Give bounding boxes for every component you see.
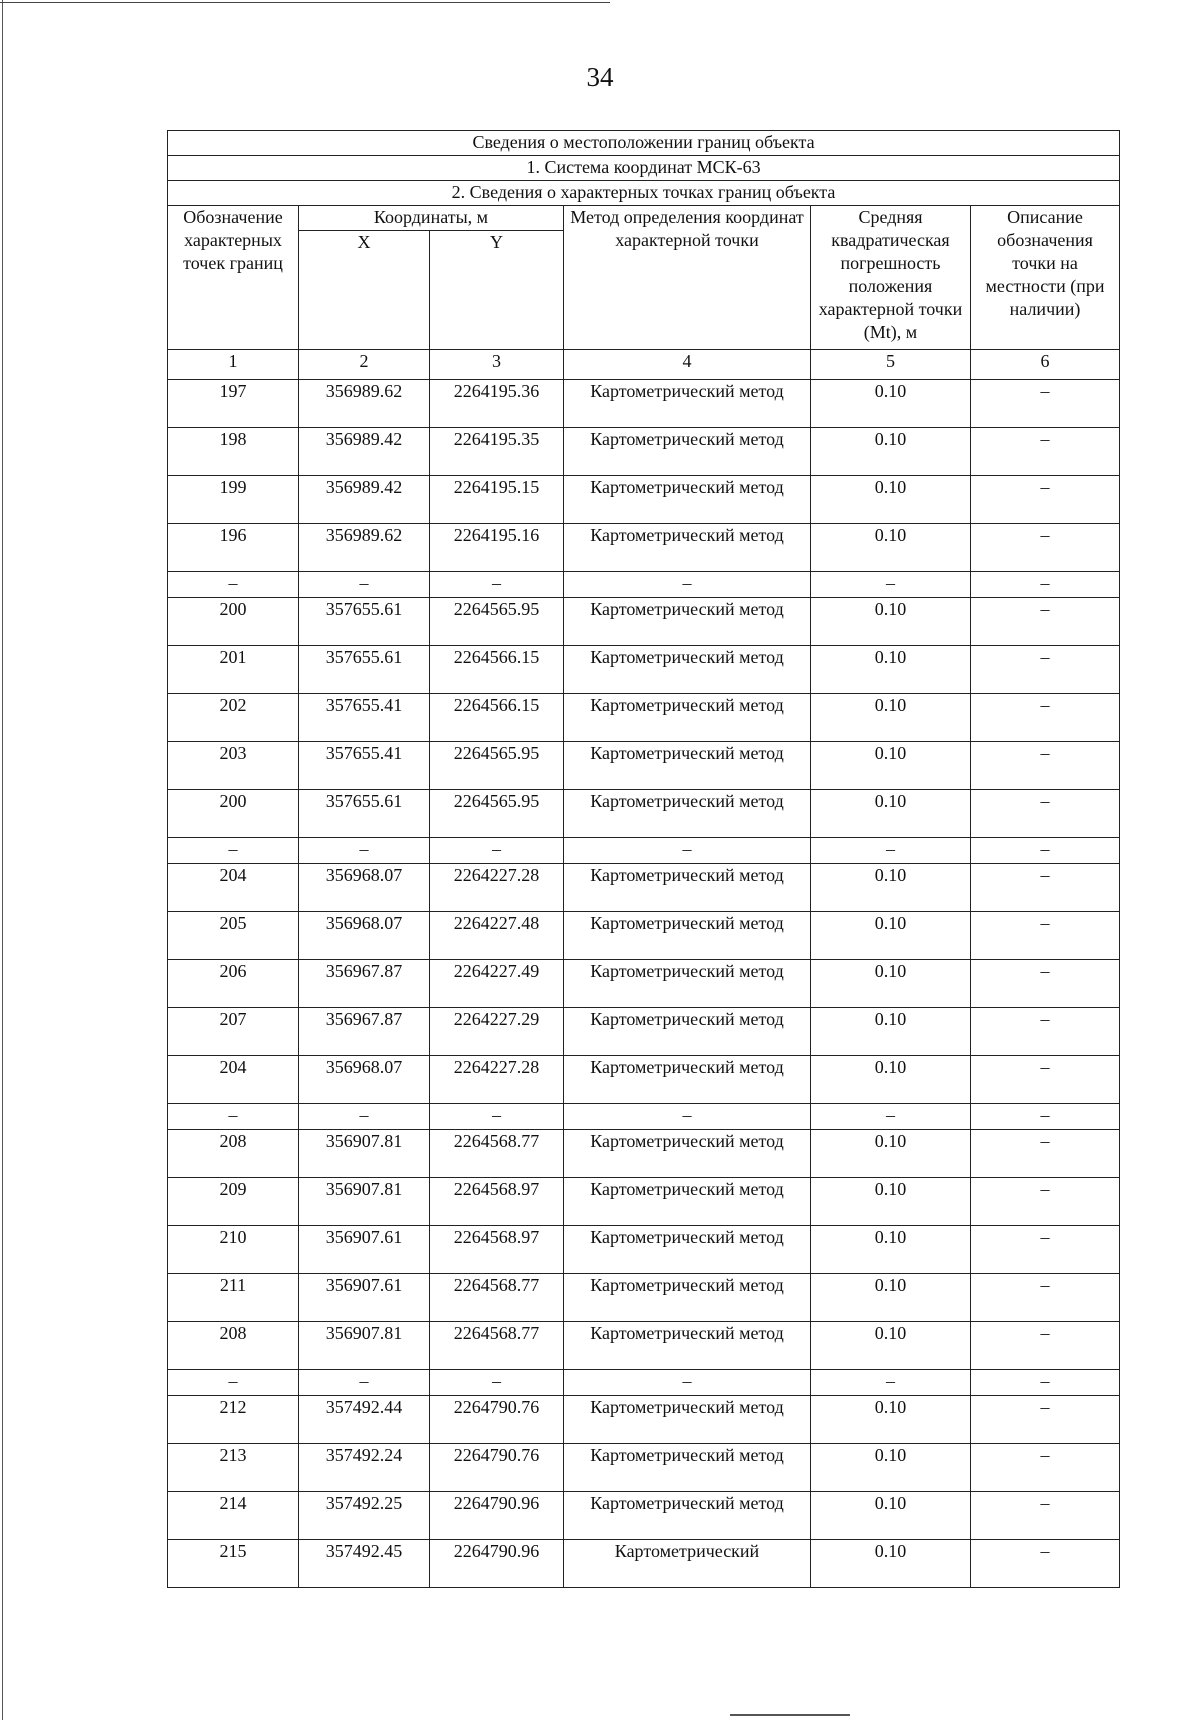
point-number: 206 <box>168 960 299 1008</box>
description-cell: – <box>971 428 1120 476</box>
header-x: X <box>299 231 430 350</box>
error-value: – <box>811 572 971 598</box>
description-cell: – <box>971 1130 1120 1178</box>
x-coordinate: 356989.62 <box>299 524 430 572</box>
table-row <box>168 912 1120 960</box>
method-text: Картометрический <box>614 1541 760 1561</box>
y-coordinate: 2264195.35 <box>430 428 564 476</box>
y-coordinate: 2264195.15 <box>430 476 564 524</box>
error-value: 0.10 <box>811 428 971 476</box>
method-text: Картометрический метод <box>590 791 784 811</box>
table-row <box>168 1178 1120 1226</box>
method-cell <box>564 694 811 742</box>
description-cell: – <box>971 1178 1120 1226</box>
y-coordinate: 2264568.77 <box>430 1322 564 1370</box>
error-value: 0.10 <box>811 1178 971 1226</box>
point-number: 210 <box>168 1226 299 1274</box>
y-coordinate: 2264227.28 <box>430 1056 564 1104</box>
method-cell: – <box>564 572 811 598</box>
y-coordinate: – <box>430 1104 564 1130</box>
method-cell: – <box>564 1370 811 1396</box>
description-cell: – <box>971 790 1120 838</box>
separator-row <box>168 1104 1120 1130</box>
error-value: 0.10 <box>811 790 971 838</box>
y-coordinate: 2264568.77 <box>430 1130 564 1178</box>
point-number: 200 <box>168 790 299 838</box>
y-coordinate: 2264790.96 <box>430 1492 564 1540</box>
description-cell: – <box>971 1104 1120 1130</box>
y-coordinate: 2264565.95 <box>430 790 564 838</box>
y-coordinate: 2264227.49 <box>430 960 564 1008</box>
error-value: 0.10 <box>811 1444 971 1492</box>
error-value: 0.10 <box>811 1226 971 1274</box>
description-cell: – <box>971 1444 1120 1492</box>
column-number: 3 <box>430 350 564 380</box>
y-coordinate: 2264790.76 <box>430 1396 564 1444</box>
y-coordinate: 2264227.48 <box>430 912 564 960</box>
description-cell: – <box>971 1056 1120 1104</box>
error-value: 0.10 <box>811 864 971 912</box>
table-row <box>168 1274 1120 1322</box>
description-cell: – <box>971 838 1120 864</box>
error-value: 0.10 <box>811 1008 971 1056</box>
point-number: 198 <box>168 428 299 476</box>
method-cell <box>564 1226 811 1274</box>
column-number: 2 <box>299 350 430 380</box>
y-coordinate: 2264565.95 <box>430 742 564 790</box>
x-coordinate: 356907.61 <box>299 1226 430 1274</box>
y-coordinate: 2264195.16 <box>430 524 564 572</box>
scan-edge-left <box>2 0 3 1720</box>
x-coordinate: 357492.25 <box>299 1492 430 1540</box>
error-value: 0.10 <box>811 1130 971 1178</box>
y-coordinate: 2264790.76 <box>430 1444 564 1492</box>
method-text: Картометрический метод <box>590 743 784 763</box>
column-numbers-row <box>168 350 1120 380</box>
method-cell <box>564 1274 811 1322</box>
y-coordinate: 2264195.36 <box>430 380 564 428</box>
method-cell <box>564 1540 811 1588</box>
method-text: Картометрический метод <box>590 913 784 933</box>
description-cell: – <box>971 1274 1120 1322</box>
x-coordinate: 356989.42 <box>299 428 430 476</box>
table-row <box>168 1444 1120 1492</box>
header-description: Описание обозначения точки на местности (при наличии) <box>971 206 1120 350</box>
method-cell <box>564 1056 811 1104</box>
error-value: 0.10 <box>811 1492 971 1540</box>
table-row <box>168 1008 1120 1056</box>
x-coordinate: 356968.07 <box>299 864 430 912</box>
point-number: – <box>168 1104 299 1130</box>
error-value: 0.10 <box>811 742 971 790</box>
y-coordinate: – <box>430 838 564 864</box>
x-coordinate: 357492.44 <box>299 1396 430 1444</box>
point-number: 209 <box>168 1178 299 1226</box>
method-text: Картометрический метод <box>590 647 784 667</box>
error-value: – <box>811 838 971 864</box>
x-coordinate: 357655.41 <box>299 694 430 742</box>
table-row <box>168 864 1120 912</box>
error-value: 0.10 <box>811 598 971 646</box>
table-row <box>168 1492 1120 1540</box>
method-text: Картометрический метод <box>590 1179 784 1199</box>
table-row <box>168 646 1120 694</box>
header-y: Y <box>430 231 564 350</box>
x-coordinate: 356968.07 <box>299 912 430 960</box>
method-text: Картометрический метод <box>590 1227 784 1247</box>
x-coordinate: – <box>299 1104 430 1130</box>
point-number: 201 <box>168 646 299 694</box>
y-coordinate: 2264568.77 <box>430 1274 564 1322</box>
method-cell <box>564 380 811 428</box>
x-coordinate: 356989.62 <box>299 380 430 428</box>
point-number: 207 <box>168 1008 299 1056</box>
method-text: Картометрический метод <box>590 1445 784 1465</box>
error-value: 0.10 <box>811 646 971 694</box>
method-text: Картометрический метод <box>590 429 784 449</box>
points-section-line: 2. Сведения о характерных точках границ объекта <box>168 181 1120 206</box>
point-number: 202 <box>168 694 299 742</box>
method-cell <box>564 742 811 790</box>
description-cell: – <box>971 1396 1120 1444</box>
description-cell: – <box>971 1492 1120 1540</box>
point-number: 205 <box>168 912 299 960</box>
table-row <box>168 1130 1120 1178</box>
x-coordinate: 356907.61 <box>299 1274 430 1322</box>
point-number: 215 <box>168 1540 299 1588</box>
method-cell <box>564 428 811 476</box>
y-coordinate: 2264227.29 <box>430 1008 564 1056</box>
y-coordinate: 2264790.96 <box>430 1540 564 1588</box>
table-row <box>168 960 1120 1008</box>
error-value: – <box>811 1104 971 1130</box>
error-value: 0.10 <box>811 1274 971 1322</box>
table-row <box>168 1056 1120 1104</box>
x-coordinate: 356967.87 <box>299 1008 430 1056</box>
description-cell: – <box>971 1226 1120 1274</box>
scan-edge-bottom <box>730 1714 850 1716</box>
method-text: Картометрический метод <box>590 695 784 715</box>
y-coordinate: – <box>430 572 564 598</box>
description-cell: – <box>971 476 1120 524</box>
point-number: 203 <box>168 742 299 790</box>
page-number: 34 <box>586 62 614 92</box>
column-number: 5 <box>811 350 971 380</box>
description-cell: – <box>971 1370 1120 1396</box>
description-cell: – <box>971 646 1120 694</box>
boundary-points-table <box>167 130 1120 1588</box>
y-coordinate: 2264566.15 <box>430 646 564 694</box>
method-text: Картометрический метод <box>590 1493 784 1513</box>
y-coordinate: 2264568.97 <box>430 1226 564 1274</box>
y-coordinate: 2264565.95 <box>430 598 564 646</box>
method-text: Картометрический метод <box>590 1323 784 1343</box>
point-number: 196 <box>168 524 299 572</box>
table-title: Сведения о местоположении границ объекта <box>168 131 1120 156</box>
method-text: Картометрический метод <box>590 1131 784 1151</box>
point-number: 213 <box>168 1444 299 1492</box>
table-row <box>168 694 1120 742</box>
point-number: 197 <box>168 380 299 428</box>
description-cell: – <box>971 912 1120 960</box>
x-coordinate: 357655.61 <box>299 790 430 838</box>
error-value: 0.10 <box>811 1322 971 1370</box>
y-coordinate: – <box>430 1370 564 1396</box>
error-value: – <box>811 1370 971 1396</box>
error-value: 0.10 <box>811 1396 971 1444</box>
description-cell: – <box>971 598 1120 646</box>
point-number: – <box>168 572 299 598</box>
error-value: 0.10 <box>811 1056 971 1104</box>
separator-row <box>168 838 1120 864</box>
method-text: Картометрический метод <box>590 477 784 497</box>
description-cell: – <box>971 694 1120 742</box>
x-coordinate: – <box>299 1370 430 1396</box>
table-row <box>168 1226 1120 1274</box>
header-coordinates: Координаты, м <box>299 206 564 231</box>
method-cell <box>564 790 811 838</box>
y-coordinate: 2264568.97 <box>430 1178 564 1226</box>
method-text: Картометрический метод <box>590 1275 784 1295</box>
point-number: 199 <box>168 476 299 524</box>
method-cell <box>564 960 811 1008</box>
x-coordinate: 356989.42 <box>299 476 430 524</box>
error-value: 0.10 <box>811 380 971 428</box>
table-row <box>168 428 1120 476</box>
error-value: 0.10 <box>811 694 971 742</box>
x-coordinate: – <box>299 838 430 864</box>
description-cell: – <box>971 864 1120 912</box>
scan-edge-top <box>0 2 610 3</box>
table-row <box>168 524 1120 572</box>
header-designation: Обозначение характерных точек границ <box>168 206 299 350</box>
column-number: 6 <box>971 350 1120 380</box>
error-value: 0.10 <box>811 524 971 572</box>
point-number: – <box>168 838 299 864</box>
point-number: 211 <box>168 1274 299 1322</box>
error-value: 0.10 <box>811 1540 971 1588</box>
y-coordinate: 2264227.28 <box>430 864 564 912</box>
point-number: 214 <box>168 1492 299 1540</box>
method-cell <box>564 476 811 524</box>
header-method: Метод определения координат характерной точки <box>564 206 811 350</box>
table-row <box>168 790 1120 838</box>
y-coordinate: 2264566.15 <box>430 694 564 742</box>
method-cell <box>564 598 811 646</box>
error-value: 0.10 <box>811 960 971 1008</box>
method-text: Картометрический метод <box>590 525 784 545</box>
x-coordinate: 356907.81 <box>299 1178 430 1226</box>
table-row <box>168 380 1120 428</box>
x-coordinate: 357655.61 <box>299 646 430 694</box>
table-row <box>168 742 1120 790</box>
method-text: Картометрический метод <box>590 1057 784 1077</box>
x-coordinate: 357655.41 <box>299 742 430 790</box>
method-text: Картометрический метод <box>590 961 784 981</box>
column-number: 1 <box>168 350 299 380</box>
error-value: 0.10 <box>811 476 971 524</box>
description-cell: – <box>971 1322 1120 1370</box>
x-coordinate: 357492.45 <box>299 1540 430 1588</box>
method-cell <box>564 1130 811 1178</box>
point-number: – <box>168 1370 299 1396</box>
separator-row <box>168 572 1120 598</box>
method-cell: – <box>564 1104 811 1130</box>
x-coordinate: 356907.81 <box>299 1130 430 1178</box>
method-cell <box>564 1396 811 1444</box>
method-text: Картометрический метод <box>590 865 784 885</box>
table-row <box>168 1540 1120 1588</box>
table-row <box>168 1322 1120 1370</box>
method-cell <box>564 646 811 694</box>
method-cell <box>564 912 811 960</box>
description-cell: – <box>971 380 1120 428</box>
method-text: Картометрический метод <box>590 1397 784 1417</box>
point-number: 208 <box>168 1130 299 1178</box>
method-cell <box>564 1008 811 1056</box>
point-number: 208 <box>168 1322 299 1370</box>
method-text: Картометрический метод <box>590 1009 784 1029</box>
table-row <box>168 598 1120 646</box>
method-cell: – <box>564 838 811 864</box>
x-coordinate: – <box>299 572 430 598</box>
description-cell: – <box>971 960 1120 1008</box>
method-text: Картометрический метод <box>590 381 784 401</box>
description-cell: – <box>971 742 1120 790</box>
method-cell <box>564 524 811 572</box>
point-number: 200 <box>168 598 299 646</box>
table-row <box>168 1396 1120 1444</box>
coordinate-system-line: 1. Система координат МСК-63 <box>168 156 1120 181</box>
description-cell: – <box>971 1540 1120 1588</box>
description-cell: – <box>971 1008 1120 1056</box>
separator-row <box>168 1370 1120 1396</box>
x-coordinate: 356968.07 <box>299 1056 430 1104</box>
x-coordinate: 356907.81 <box>299 1322 430 1370</box>
point-number: 204 <box>168 1056 299 1104</box>
point-number: 204 <box>168 864 299 912</box>
x-coordinate: 356967.87 <box>299 960 430 1008</box>
error-value: 0.10 <box>811 912 971 960</box>
method-cell <box>564 1322 811 1370</box>
method-text: Картометрический метод <box>590 599 784 619</box>
description-cell: – <box>971 524 1120 572</box>
x-coordinate: 357655.61 <box>299 598 430 646</box>
method-cell <box>564 1492 811 1540</box>
method-cell <box>564 864 811 912</box>
x-coordinate: 357492.24 <box>299 1444 430 1492</box>
point-number: 212 <box>168 1396 299 1444</box>
table-row <box>168 476 1120 524</box>
method-cell <box>564 1444 811 1492</box>
description-cell: – <box>971 572 1120 598</box>
method-cell <box>564 1178 811 1226</box>
header-error: Средняя квадратическая погрешность положения характерной точки (Mt), м <box>811 206 971 350</box>
column-number: 4 <box>564 350 811 380</box>
